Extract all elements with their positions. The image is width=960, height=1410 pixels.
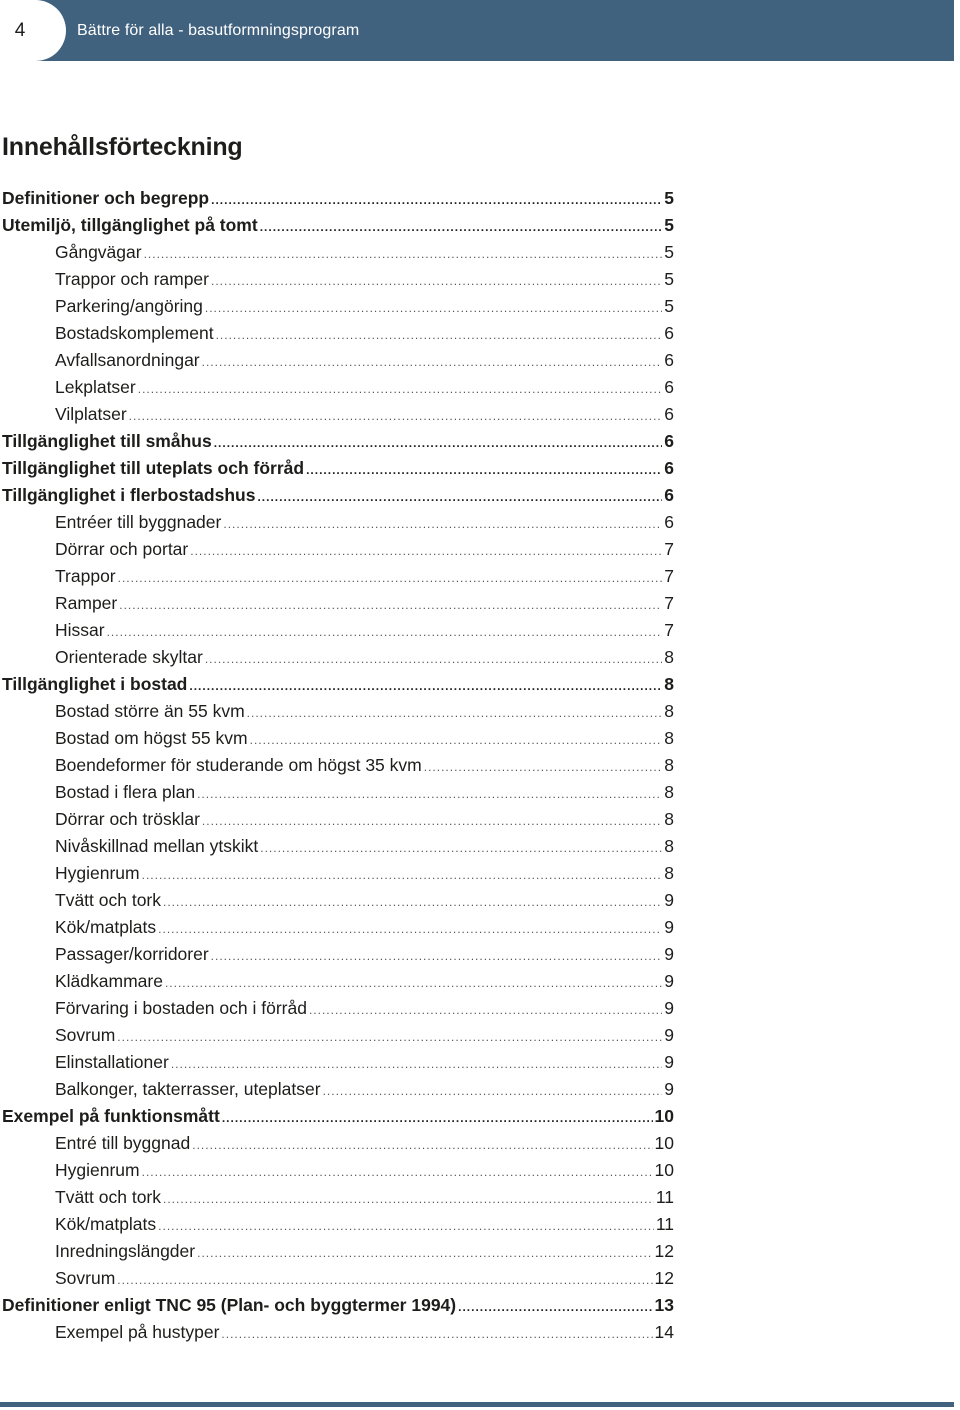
toc-entry-label: Exempel på hustyper <box>55 1322 220 1342</box>
dot-leader <box>129 409 662 423</box>
toc-entry-page-number: 7 <box>664 593 674 613</box>
toc-entry-label: Elinstallationer <box>55 1052 169 1072</box>
toc-entry-label: Definitioner och begrepp <box>2 188 210 208</box>
toc-entry-page-number: 6 <box>664 350 674 370</box>
toc-entry-label: Lekplatser <box>55 377 136 397</box>
toc-subsection-entry[interactable] <box>0 269 674 296</box>
toc-entry-page-number: 9 <box>664 917 674 937</box>
page-number: 4 <box>14 20 26 41</box>
toc-entry-label: Entré till byggnad <box>55 1133 191 1153</box>
toc-subsection-entry[interactable] <box>0 809 674 836</box>
dot-leader <box>163 1192 654 1206</box>
toc-subsection-entry[interactable] <box>0 404 674 431</box>
toc-entry-page-number: 6 <box>664 485 674 505</box>
dot-leader <box>144 247 662 261</box>
dot-leader <box>323 1084 662 1098</box>
dot-leader <box>222 1111 653 1125</box>
toc-entry-label: Hissar <box>55 620 105 640</box>
toc-entry-label: Ramper <box>55 593 118 613</box>
dot-leader <box>214 436 662 450</box>
toc-entry-label: Boendeformer för studerande om högst 35 kvm <box>55 755 422 775</box>
toc-subsection-entry[interactable] <box>0 512 674 539</box>
toc-entry-page-number: 6 <box>664 377 674 397</box>
toc-subsection-entry[interactable] <box>0 1079 674 1106</box>
toc-subsection-entry[interactable] <box>0 1052 674 1079</box>
toc-entry-page-number: 9 <box>664 1052 674 1072</box>
toc-entry-label: Klädkammare <box>55 971 163 991</box>
dot-leader <box>119 598 662 612</box>
toc-subsection-entry[interactable] <box>0 377 674 404</box>
dot-leader <box>117 1273 652 1287</box>
toc-entry-label: Sovrum <box>55 1268 116 1288</box>
dot-leader <box>458 1300 652 1314</box>
toc-entry-page-number: 5 <box>664 269 674 289</box>
toc-subsection-entry[interactable] <box>0 1241 674 1268</box>
toc-subsection-entry[interactable] <box>0 566 674 593</box>
toc-subsection-entry[interactable] <box>0 1133 674 1160</box>
toc-entry-page-number: 14 <box>654 1322 674 1342</box>
toc-entry-page-number: 8 <box>664 674 674 694</box>
toc-entry-page-number: 5 <box>664 296 674 316</box>
toc-entry-label: Definitioner enligt TNC 95 (Plan- och byggtermer 1994) <box>2 1295 457 1315</box>
toc-entry-page-number: 6 <box>664 323 674 343</box>
toc-entry-label: Avfallsanordningar <box>55 350 200 370</box>
toc-entry-page-number: 9 <box>664 1079 674 1099</box>
toc-subsection-entry[interactable] <box>0 539 674 566</box>
toc-entry-label: Dörrar och portar <box>55 539 189 559</box>
dot-leader <box>107 625 662 639</box>
toc-subsection-entry[interactable] <box>0 296 674 323</box>
toc-entry-page-number: 8 <box>664 782 674 802</box>
toc-section-entry[interactable] <box>0 674 674 701</box>
dot-leader <box>138 382 662 396</box>
toc-entry-page-number: 12 <box>654 1268 674 1288</box>
toc-section-entry[interactable] <box>0 431 674 458</box>
toc-entry-page-number: 8 <box>664 836 674 856</box>
dot-leader <box>142 1165 653 1179</box>
toc-entry-label: Hygienrum <box>55 1160 140 1180</box>
toc-entry-label: Inredningslängder <box>55 1241 196 1261</box>
toc-entry-label: Gångvägar <box>55 242 142 262</box>
toc-entry-page-number: 12 <box>654 1241 674 1261</box>
dot-leader <box>163 895 662 909</box>
toc-entry-label: Kök/matplats <box>55 917 157 937</box>
toc-entry-page-number: 6 <box>664 404 674 424</box>
dot-leader <box>192 1138 652 1152</box>
toc-entry-page-number: 9 <box>664 998 674 1018</box>
toc-entry-label: Balkonger, takterrasser, uteplatser <box>55 1079 321 1099</box>
dot-leader <box>189 679 662 693</box>
toc-subsection-entry[interactable] <box>0 647 674 674</box>
toc-heading: Innehållsförteckning <box>2 133 243 161</box>
toc-entry-page-number: 11 <box>655 1187 674 1207</box>
toc-entry-page-number: 8 <box>664 647 674 667</box>
dot-leader <box>118 571 662 585</box>
toc-entry-page-number: 10 <box>654 1160 674 1180</box>
dot-leader <box>306 463 662 477</box>
toc-entry-page-number: 6 <box>664 512 674 532</box>
dot-leader <box>202 814 662 828</box>
toc-subsection-entry[interactable] <box>0 350 674 377</box>
toc-subsection-entry[interactable] <box>0 944 674 971</box>
toc-entry-page-number: 11 <box>655 1214 674 1234</box>
publication-title: Bättre för alla - basutformningsprogram <box>77 22 360 39</box>
toc-subsection-entry[interactable] <box>0 620 674 647</box>
toc-entry-label: Nivåskillnad mellan ytskikt <box>55 836 259 856</box>
dot-leader <box>158 922 662 936</box>
toc-entry-page-number: 10 <box>654 1133 674 1153</box>
footer-rule <box>0 1402 954 1407</box>
toc-subsection-entry[interactable] <box>0 242 674 269</box>
toc-entry-label: Exempel på funktionsmått <box>2 1106 220 1126</box>
toc-subsection-entry[interactable] <box>0 1322 674 1349</box>
table-of-contents <box>0 188 674 1349</box>
toc-entry-label: Hygienrum <box>55 863 140 883</box>
toc-subsection-entry[interactable] <box>0 890 674 917</box>
dot-leader <box>211 274 662 288</box>
toc-entry-label: Passager/korridorer <box>55 944 209 964</box>
dot-leader <box>197 787 662 801</box>
dot-leader <box>117 1030 662 1044</box>
toc-entry-label: Förvaring i bostaden och i förråd <box>55 998 307 1018</box>
toc-entry-page-number: 5 <box>664 215 674 235</box>
dot-leader <box>211 193 662 207</box>
dot-leader <box>158 1219 654 1233</box>
toc-entry-page-number: 6 <box>664 431 674 451</box>
dot-leader <box>205 652 662 666</box>
dot-leader <box>171 1057 662 1071</box>
toc-subsection-entry[interactable] <box>0 782 674 809</box>
toc-entry-page-number: 9 <box>664 944 674 964</box>
toc-entry-page-number: 5 <box>664 188 674 208</box>
toc-subsection-entry[interactable] <box>0 1025 674 1052</box>
toc-subsection-entry[interactable] <box>0 1160 674 1187</box>
dot-leader <box>309 1003 662 1017</box>
dot-leader <box>260 220 662 234</box>
toc-entry-label: Tvätt och tork <box>55 890 162 910</box>
toc-entry-label: Bostad om högst 55 kvm <box>55 728 248 748</box>
toc-subsection-entry[interactable] <box>0 701 674 728</box>
toc-entry-page-number: 9 <box>664 1025 674 1045</box>
toc-entry-page-number: 10 <box>654 1106 674 1126</box>
toc-entry-label: Tillgänglighet till uteplats och förråd <box>2 458 305 478</box>
toc-entry-page-number: 8 <box>664 809 674 829</box>
dot-leader <box>257 490 662 504</box>
toc-entry-label: Tvätt och tork <box>55 1187 162 1207</box>
dot-leader <box>142 868 662 882</box>
toc-entry-label: Parkering/angöring <box>55 296 203 316</box>
toc-subsection-entry[interactable] <box>0 836 674 863</box>
toc-section-entry[interactable] <box>0 485 674 512</box>
toc-entry-page-number: 9 <box>664 890 674 910</box>
toc-entry-page-number: 8 <box>664 863 674 883</box>
toc-subsection-entry[interactable] <box>0 917 674 944</box>
dot-leader <box>247 706 662 720</box>
toc-entry-label: Trappor och ramper <box>55 269 209 289</box>
dot-leader <box>216 328 662 342</box>
toc-section-entry[interactable] <box>0 188 674 215</box>
dot-leader <box>221 1327 652 1341</box>
toc-subsection-entry[interactable] <box>0 323 674 350</box>
toc-subsection-entry[interactable] <box>0 1214 674 1241</box>
header-band <box>0 0 954 61</box>
toc-subsection-entry[interactable] <box>0 863 674 890</box>
toc-section-entry[interactable] <box>0 1106 674 1133</box>
toc-subsection-entry[interactable] <box>0 755 674 782</box>
toc-subsection-entry[interactable] <box>0 728 674 755</box>
toc-entry-label: Orienterade skyltar <box>55 647 203 667</box>
toc-entry-label: Entréer till byggnader <box>55 512 222 532</box>
toc-entry-page-number: 9 <box>664 971 674 991</box>
dot-leader <box>211 949 662 963</box>
dot-leader <box>165 976 662 990</box>
dot-leader <box>223 517 662 531</box>
toc-entry-label: Dörrar och trösklar <box>55 809 200 829</box>
toc-entry-label: Tillgänglighet i flerbostadshus <box>2 485 256 505</box>
toc-entry-label: Trappor <box>55 566 116 586</box>
toc-section-entry[interactable] <box>0 458 674 485</box>
toc-entry-label: Tillgänglighet i bostad <box>2 674 188 694</box>
dot-leader <box>260 841 662 855</box>
toc-entry-label: Utemiljö, tillgänglighet på tomt <box>2 215 258 235</box>
toc-entry-label: Tillgänglighet till småhus <box>2 431 212 451</box>
toc-subsection-entry[interactable] <box>0 971 674 998</box>
toc-entry-page-number: 6 <box>664 458 674 478</box>
toc-subsection-entry[interactable] <box>0 593 674 620</box>
dot-leader <box>250 733 662 747</box>
toc-entry-page-number: 8 <box>664 701 674 721</box>
toc-section-entry[interactable] <box>0 215 674 242</box>
toc-subsection-entry[interactable] <box>0 1268 674 1295</box>
toc-subsection-entry[interactable] <box>0 1187 674 1214</box>
toc-entry-label: Bostad i flera plan <box>55 782 196 802</box>
toc-entry-label: Bostad större än 55 kvm <box>55 701 245 721</box>
toc-entry-page-number: 7 <box>664 539 674 559</box>
toc-entry-page-number: 7 <box>664 620 674 640</box>
dot-leader <box>202 355 662 369</box>
toc-entry-label: Sovrum <box>55 1025 116 1045</box>
dot-leader <box>197 1246 652 1260</box>
toc-entry-label: Kök/matplats <box>55 1214 157 1234</box>
toc-entry-label: Bostadskomplement <box>55 323 214 343</box>
toc-section-entry[interactable] <box>0 1295 674 1322</box>
toc-entry-page-number: 8 <box>664 755 674 775</box>
toc-entry-page-number: 7 <box>664 566 674 586</box>
toc-entry-page-number: 5 <box>664 242 674 262</box>
dot-leader <box>424 760 662 774</box>
page-number-tab <box>0 0 66 61</box>
toc-entry-page-number: 13 <box>654 1295 674 1315</box>
toc-subsection-entry[interactable] <box>0 998 674 1025</box>
dot-leader <box>205 301 662 315</box>
toc-entry-page-number: 8 <box>664 728 674 748</box>
toc-entry-label: Vilplatser <box>55 404 127 424</box>
dot-leader <box>190 544 662 558</box>
